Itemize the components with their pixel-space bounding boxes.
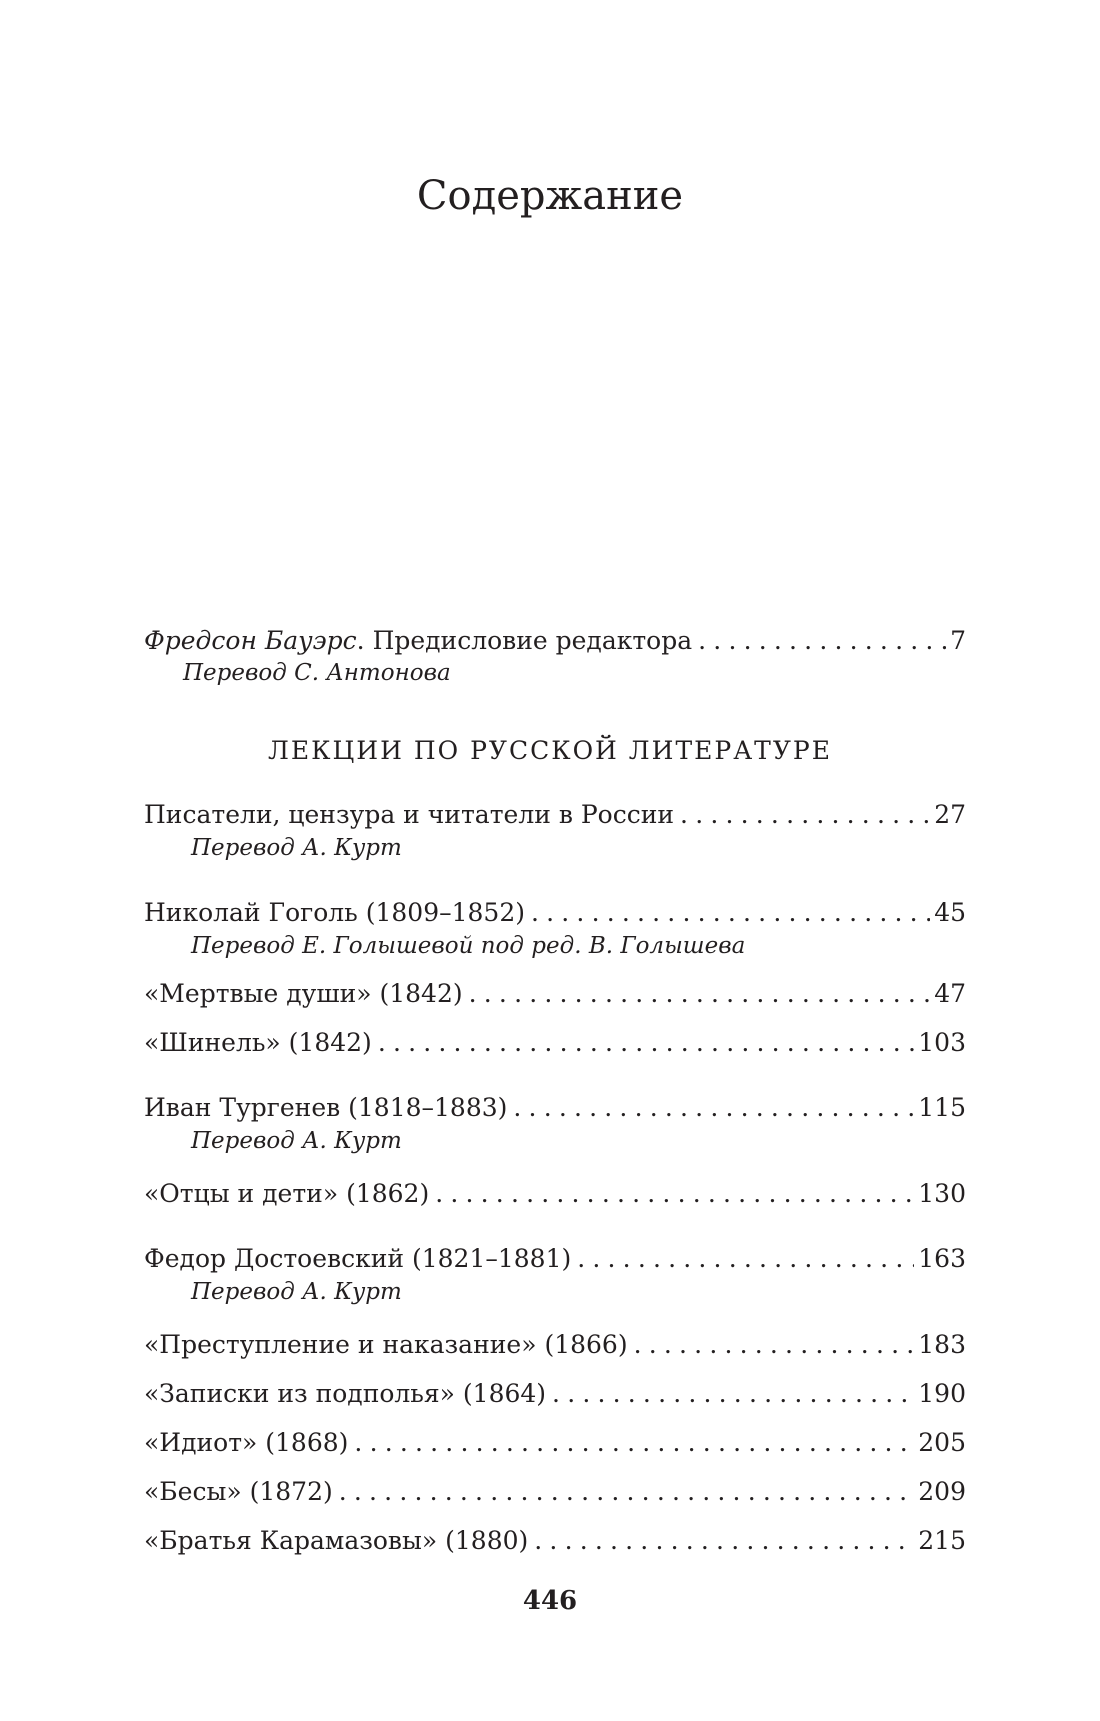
dot-leader (469, 976, 931, 1012)
toc-page-number: 209 (918, 1477, 966, 1506)
dot-leader (698, 623, 946, 659)
toc-page-number: 215 (918, 1526, 966, 1555)
dot-leader (552, 1376, 914, 1412)
toc-entry-title: «Братья Карамазовы» (1880) (144, 1526, 529, 1555)
toc-entry[interactable] (144, 1327, 966, 1363)
toc-entry[interactable] (144, 1474, 966, 1510)
toc-entry-title: Николай Гоголь (1809–1852) (144, 898, 525, 927)
toc-entry-title: Предисловие редактора (372, 626, 693, 655)
toc-translator: Перевод А. Курт (191, 835, 402, 861)
toc-entry-title: «Шинель» (1842) (144, 1028, 372, 1057)
toc-page-number: 183 (918, 1330, 966, 1359)
toc-entry[interactable] (144, 895, 966, 931)
toc-page-number: 27 (934, 800, 966, 829)
toc-page-number: 47 (934, 979, 966, 1008)
page-number-folio: 446 (522, 1586, 578, 1616)
toc-entry-preface[interactable] (144, 623, 966, 659)
toc-entry[interactable] (144, 797, 966, 833)
toc-entry-title: Иван Тургенев (1818–1883) (144, 1093, 508, 1122)
dot-leader (435, 1176, 914, 1212)
toc-entry-title: «Идиот» (1868) (144, 1428, 349, 1457)
toc-entry-title: «Мертвые души» (1842) (144, 979, 463, 1008)
toc-entry-author: Фредсон Бауэрс (144, 626, 357, 655)
dot-leader (513, 1090, 914, 1126)
dot-leader (378, 1025, 914, 1061)
toc-translator: Перевод Е. Голышевой под ред. В. Голышева (191, 933, 746, 959)
dot-leader (680, 797, 930, 833)
toc-entry-title: Федор Достоевский (1821–1881) (144, 1244, 572, 1273)
toc-translator: Перевод С. Антонова (183, 660, 451, 686)
toc-page-number: 115 (918, 1093, 966, 1122)
section-heading: ЛЕКЦИИ ПО РУССКОЙ ЛИТЕРАТУРЕ (268, 736, 832, 765)
toc-entry-title: «Отцы и дети» (1862) (144, 1179, 430, 1208)
toc-entry-text: Фредсон Бауэрс. Предисловие редактора (144, 626, 693, 655)
dot-leader (354, 1425, 914, 1461)
toc-page-number: 163 (918, 1244, 966, 1273)
toc-entry[interactable] (144, 1376, 966, 1412)
toc-entry[interactable] (144, 1025, 966, 1061)
toc-entry[interactable] (144, 1090, 966, 1126)
toc-translator: Перевод А. Курт (191, 1128, 402, 1154)
toc-entry[interactable] (144, 1425, 966, 1461)
dot-leader (634, 1327, 915, 1363)
dot-leader (339, 1474, 915, 1510)
dot-leader (531, 895, 930, 931)
dot-leader (534, 1523, 914, 1559)
toc-entry-title: «Записки из подполья» (1864) (144, 1379, 547, 1408)
toc-entry[interactable] (144, 976, 966, 1012)
toc-page-number: 45 (934, 898, 966, 927)
toc-translator: Перевод А. Курт (191, 1279, 402, 1305)
toc-entry[interactable] (144, 1176, 966, 1212)
toc-entry-title: «Преступление и наказание» (1866) (144, 1330, 628, 1359)
toc-entry-title: «Бесы» (1872) (144, 1477, 333, 1506)
toc-entry[interactable] (144, 1523, 966, 1559)
dot-leader (577, 1241, 914, 1277)
page-title: Содержание (416, 173, 684, 219)
toc-page-number: 103 (918, 1028, 966, 1057)
toc-page-number: 190 (918, 1379, 966, 1408)
toc-entry-title: Писатели, цензура и читатели в России (144, 800, 675, 829)
toc-entry[interactable] (144, 1241, 966, 1277)
toc-page-number: 7 (950, 626, 966, 655)
toc-page-number: 130 (918, 1179, 966, 1208)
toc-page-number: 205 (918, 1428, 966, 1457)
